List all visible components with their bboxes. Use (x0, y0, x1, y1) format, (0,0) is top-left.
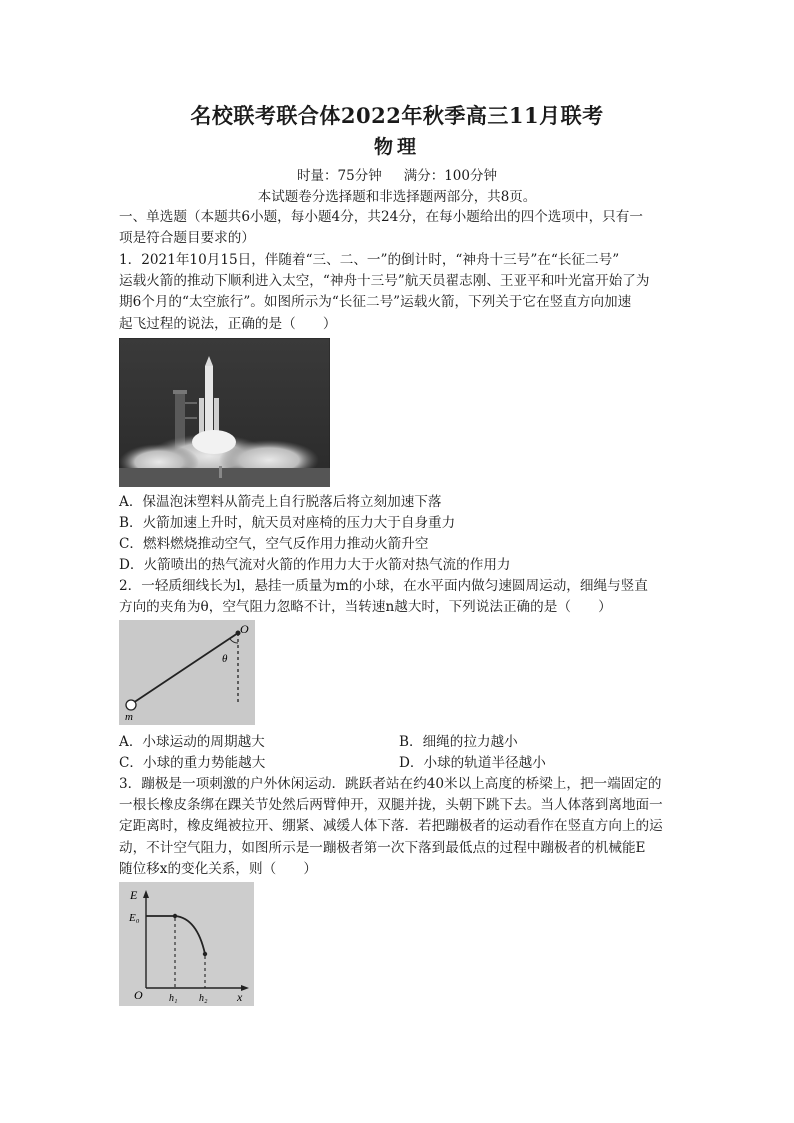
q2-option-c: C．小球的重力势能越大 (119, 755, 266, 771)
section-heading-line: 项是符合题目要求的） (119, 230, 255, 247)
label-x: x (237, 990, 243, 1004)
label-h1: h₁ (169, 993, 178, 1004)
label-h2: h₂ (199, 993, 208, 1004)
stem-line: 1．2021年10月15日，伴随着“三、二、一”的倒计时，“神舟十三号”在“长征二号” (119, 252, 620, 268)
q2-option-a: A．小球运动的周期越大 (119, 734, 265, 750)
stem-line: 定距离时，橡皮绳被拉开、绷紧、减缓人体下落．若把蹦极者的运动看作在竖直方向上的运 (119, 818, 663, 835)
rocket-launch-photo (119, 338, 330, 487)
exam-title: 名校联考联合体2022年秋季高三11月联考 (190, 103, 604, 128)
energy-displacement-graph (119, 882, 254, 1006)
q1-option-a: A．保温泡沫塑料从箭壳上自行脱落后将立刻加速下落 (119, 494, 442, 510)
label-origin: O (134, 988, 143, 1002)
subject-title: 物理 (373, 136, 420, 158)
pendulum-diagram (119, 620, 255, 725)
stem-line: 一根长橡皮条绑在踝关节处然后两臂伸开，双腿并拢，头朝下跳下去。当人体落到离地面一 (119, 797, 663, 814)
exam-meta (0, 164, 794, 184)
q1-option-c: C．燃料燃烧推动空气，空气反作用力推动火箭升空 (119, 536, 429, 552)
q1-option-b: B．火箭加速上升时，航天员对座椅的压力大于自身重力 (119, 515, 456, 531)
stem-line: 2．一轻质细线长为l，悬挂一质量为m的小球，在水平面内做匀速圆周运动，细绳与竖直 (119, 578, 648, 594)
stem-line: 随位移x的变化关系，则（ ） (119, 860, 317, 877)
question-2-stem (119, 576, 679, 618)
q2-option-b: B．细绳的拉力越小 (399, 734, 518, 750)
stem-line: 起飞过程的说法，正确的是（ ） (119, 315, 337, 332)
stem-line: 方向的夹角为θ，空气阻力忽略不计，当转速n越大时，下列说法正确的是（ ） (119, 599, 612, 616)
stem-line: 期6个月的“太空旅行”。如图所示为“长征二号”运载火箭，下列关于它在竖直方向加速 (119, 294, 632, 311)
exam-note: 本试题卷分选择题和非选择题两部分，共8页。 (257, 189, 537, 205)
time-limit: 时量：75分钟 (297, 168, 382, 184)
q1-option-d: D．火箭喷出的热气流对火箭的作用力大于火箭对热气流的作用力 (119, 557, 511, 573)
stem-line: 运载火箭的推动下顺利进入太空，“神舟十三号”航天员翟志刚、王亚平和叶光富开始了为 (119, 273, 650, 290)
label-theta: θ (222, 653, 228, 665)
question-3-stem (119, 774, 679, 880)
section-heading-line: 一、单选题（本题共6小题，每小题4分，共24分，在每小题给出的四个选项中，只有一 (119, 209, 643, 225)
label-m: m (125, 711, 133, 723)
stem-line: 3．蹦极是一项刺激的户外休闲运动．跳跃者站在约40米以上高度的桥梁上，把一端固定的 (119, 776, 662, 792)
stem-line: 动，不计空气阻力，如图所示是一蹦极者第一次下落到最低点的过程中蹦极者的机械能E (119, 839, 646, 856)
q2-option-d: D．小球的轨道半径越小 (399, 755, 546, 771)
section-heading (119, 207, 679, 249)
full-score: 满分：100分钟 (403, 168, 497, 184)
question-1-stem (119, 250, 679, 335)
label-e: E (130, 888, 138, 902)
label-e0: E₀ (129, 912, 140, 924)
label-o: O (240, 622, 249, 636)
